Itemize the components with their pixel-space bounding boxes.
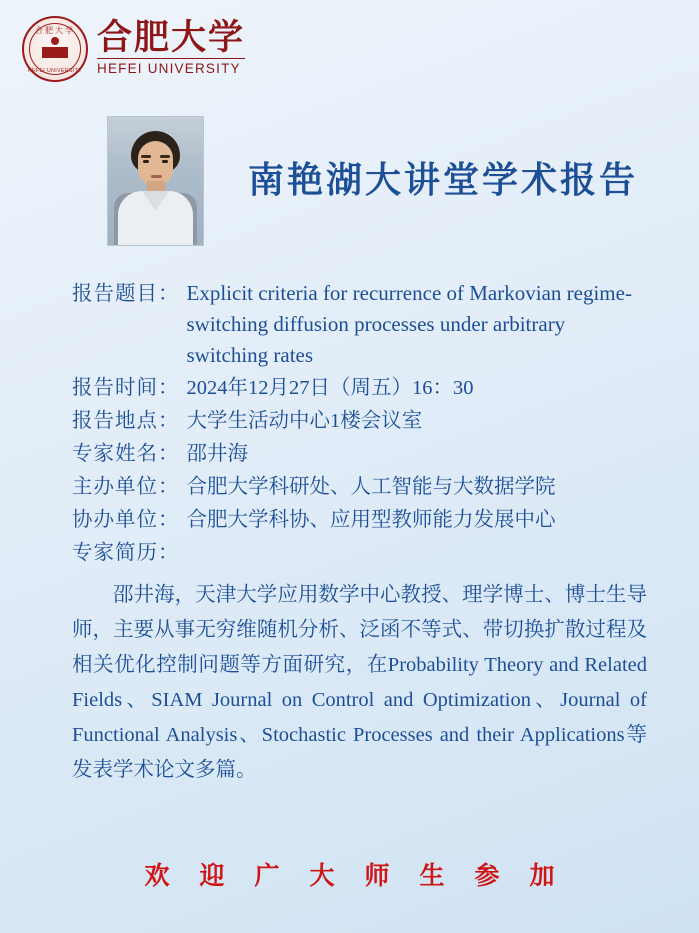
info-row-topic (72, 278, 642, 371)
info-label-location: 报告地点： (72, 410, 180, 432)
info-label-topic: 报告题目： (72, 283, 180, 305)
logo-wordmark (97, 17, 246, 79)
info-row-bio-heading (72, 537, 642, 569)
page-title: 南艳湖大讲堂学术报告 (248, 160, 639, 200)
seal-emblem-icon (42, 37, 68, 61)
info-value-speaker: 邵井海 (186, 443, 248, 465)
seal-top-text: 合肥大学 (35, 26, 75, 35)
info-row-speaker (72, 438, 642, 470)
info-label-coorganizer: 协办单位： (72, 509, 180, 531)
logo-name-en: HEFEI UNIVERSITY (97, 58, 245, 76)
header-band (0, 110, 699, 250)
info-value-topic: Explicit criteria for recurrence of Markovian regime-switching diffusion processes under arbitrary switching rates (186, 281, 632, 367)
info-block (72, 278, 642, 570)
info-row-coorganizer (72, 504, 642, 536)
info-row-location (72, 405, 642, 437)
info-row-time (72, 372, 642, 404)
info-row-organizer (72, 471, 642, 503)
info-value-time: 2024年12月27日（周五）16：30 (186, 377, 474, 399)
speaker-portrait (107, 116, 204, 246)
university-logo (22, 16, 245, 82)
welcome-slogan: 欢迎广大师生参加 (144, 863, 585, 890)
info-value-organizer: 合肥大学科研处、人工智能与大数据学院 (186, 476, 556, 498)
info-label-organizer: 主办单位： (72, 476, 180, 498)
info-value-location: 大学生活动中心1楼会议室 (186, 410, 423, 432)
speaker-biography: 邵井海，天津大学应用数学中心教授、理学博士、博士生导师，主要从事无穷维随机分析、泛函不等式、带切换扩散过程及相关优化控制问题等方面研究，在Probability Theory and Related Fields、SIAM Journal on Control and Optimization、Journal of Functional Analysis、Stochastic Processes and their Applications等发表学术论文多篇。 (72, 584, 647, 781)
portrait-eye-right (162, 160, 168, 163)
portrait-brow-right (160, 155, 170, 158)
portrait-mouth (151, 175, 162, 178)
portrait-face (138, 141, 173, 186)
info-value-coorganizer: 合肥大学科协、应用型教师能力发展中心 (186, 509, 556, 531)
portrait-brow-left (141, 155, 151, 158)
seal-bottom-text: HEFEI UNIVERSITY (27, 68, 83, 74)
info-label-speaker: 专家姓名： (72, 443, 180, 465)
info-label-bio: 专家简历： (72, 542, 180, 564)
logo-name-cn: 合肥大学 (97, 17, 246, 57)
portrait-eye-left (143, 160, 149, 163)
university-seal-icon (22, 16, 88, 82)
info-label-time: 报告时间： (72, 377, 180, 399)
